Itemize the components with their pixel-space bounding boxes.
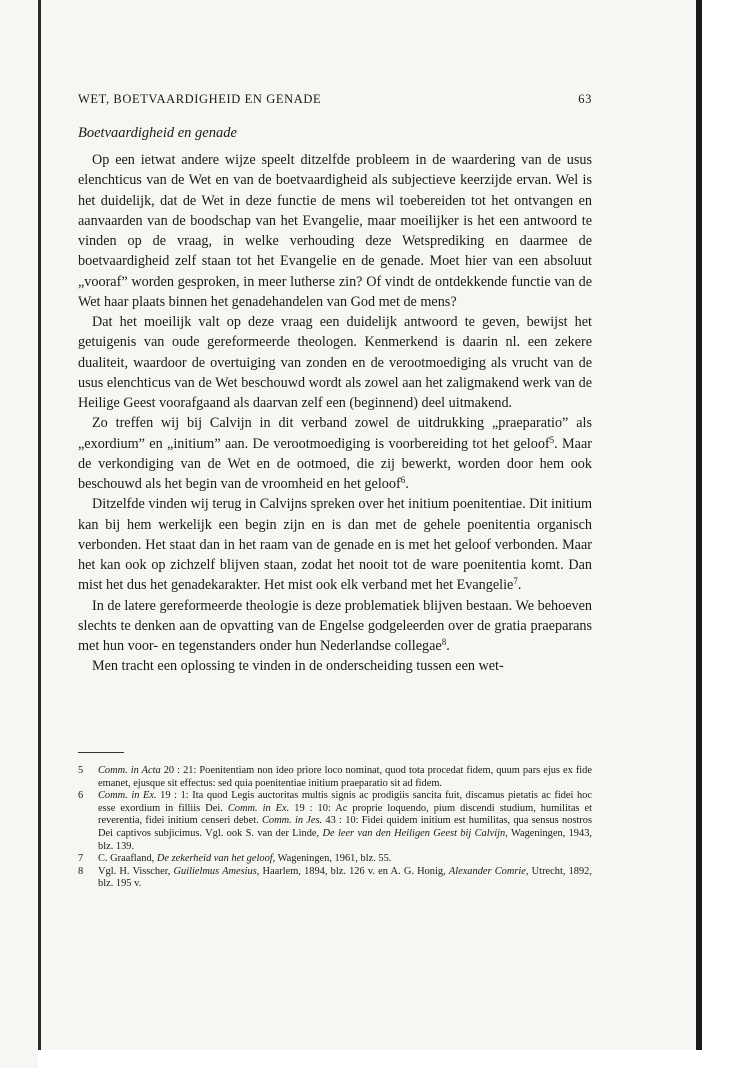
footnote-number: 5 <box>78 765 84 776</box>
footnote-reference: 5 <box>549 434 555 445</box>
footnote <box>78 866 592 891</box>
footnote <box>78 790 592 853</box>
body-text <box>78 150 592 677</box>
text-run: Men tracht een oplossing te vinden in de onderscheiding tussen een wet- <box>92 658 504 675</box>
section-title: Boetvaardigheid en genade <box>78 125 237 141</box>
footnote-rule <box>78 752 124 753</box>
paragraph <box>78 312 592 413</box>
italic-title: Comm. in Ex. <box>227 802 290 814</box>
text-run: Op een ietwat andere wijze speelt ditzelfde probleem in de waardering van de usus elenchticus van de Wet en van de boetvaardigheid als subjectieve keerzijde ervan. Wel is het duidelijk, dat de Wet in deze functie de mens wil toebereiden tot het ontvangen en aanvaarden van de boodschap van het Evangelie, maar moeilijker is het een antwoord te vinden op de vraag, in welke verhouding deze Wetsprediking en daarmee de boetvaardigheid zelf staan tot het Evangelie en de genade. Moet hier van een absoluut „vooraf” worden gesproken, in meer lutherse zin? Of vindt de ontdekkende functie van de Wet haar plaats binnen het genadehandelen van God met de mens? <box>78 152 592 310</box>
text-run: Utrecht, 1892, blz. 195 v. <box>98 865 592 890</box>
footnote-reference: 7 <box>513 576 518 587</box>
scan-margin-bottom <box>38 1050 702 1068</box>
footnote <box>78 765 592 790</box>
italic-title: Comm. in Acta <box>98 765 161 776</box>
text-run: . <box>446 638 450 654</box>
italic-title: Comm. in Jes. <box>261 815 323 827</box>
page-number: 63 <box>578 92 592 106</box>
running-title: WET, BOETVAARDIGHEID EN GENADE <box>78 92 322 106</box>
text-run: , Wageningen, 1961, blz. 55. <box>272 853 392 865</box>
italic-title: De zekerheid van het geloof <box>156 853 273 865</box>
text-run: 19 : 10: Ac proprie loquendo, pium discendi studium, humilitas et reverentia, fidei initium censeri debet. <box>98 802 592 827</box>
scan-edge-left <box>38 0 41 1068</box>
footnote-number: 7 <box>78 853 84 865</box>
text-run: . <box>517 577 522 594</box>
paragraph <box>78 596 592 657</box>
italic-title: Alexander Comrie, <box>448 865 529 877</box>
running-header <box>78 92 592 107</box>
text-run: Haarlem, 1894, blz. 126 v. en A. G. Honig, <box>259 865 449 877</box>
footnote-number: 6 <box>78 790 84 802</box>
text-run: 19 : 1: Ita quod Legis auctoritas multis signis ac prodigiis sancita fuit, discamus pietatis ac fidei hoc esse exordium in filliis Dei. <box>98 790 592 814</box>
scan-margin-right <box>702 0 738 1068</box>
text-run: Vgl. H. Visscher, <box>98 865 174 877</box>
text-run: 20 : 21: Poenitentiam non ideo priore loco nominat, quod tota procedat fidem, quum pars ejus ex fide emanet, ejusque sit effectus: sed quia poenitentiae initium praeparatio sit ad fidem. <box>98 765 592 789</box>
text-run: In de latere gereformeerde theologie is deze problematiek blijven bestaan. We behoeven slechts te denken aan de opvatting van de Engelse godgeleerden over de gratia praeparans met hun voor- en tegenstanders onder hun Nederlandse collegae <box>78 597 592 654</box>
footnote-reference: 8 <box>441 637 447 647</box>
text-run: 43 : 10: Fidei quidem initium est humilitas, qua sensus nostros Dei captivos subjicimus. Vgl. ook S. van der Linde, <box>98 815 592 839</box>
text-run: . Maar de verkondiging van de Wet en de ootmoed, die zij bewerkt, worden door hem ook beschouwd als het begin van de vroomheid en het geloof <box>78 435 592 492</box>
italic-title: Guilielmus Amesius, <box>173 865 260 877</box>
footnotes <box>78 765 592 891</box>
paragraph <box>78 150 592 312</box>
text-run: C. Graafland, <box>98 853 157 865</box>
footnote-reference: 6 <box>400 475 406 485</box>
text-run: . <box>405 476 409 492</box>
italic-title: De leer van den Heiligen Geest bij Calvijn, <box>322 827 508 839</box>
paragraph <box>78 494 592 595</box>
text-run: Wageningen, 1943, blz. 139. <box>98 827 592 852</box>
text-run: Zo treffen wij bij Calvijn in dit verband zowel de uitdrukking „praeparatio” als „exordium” en „initium” aan. De verootmoediging is voorbereiding tot het geloof <box>78 415 592 452</box>
text-run: Ditzelfde vinden wij terug in Calvijns spreken over het initium poenitentiae. Dit initium kan bij hem werkelijk een begin zijn en is dan met de gehele poenitentia organisch verbonden. Het staat dan in het raam van de genade en is met het geloof verbonden. Maar het kan ook op zichzelf blijven staan, zodat het nooit tot de ware poenitentia komt. Dan mist het dus het genadekarakter. Het mist ook elk verband met het Evangelie <box>78 496 592 594</box>
paragraph <box>78 656 592 676</box>
footnote-number: 8 <box>78 865 84 877</box>
text-run: Dat het moeilijk valt op deze vraag een duidelijk antwoord te geven, bewijst het getuigenis van oude gereformeerde theologen. Kenmerkend is daarin nl. een zekere dualiteit, waardoor de overtuiging van zonden en de verootmoediging als vrucht van de usus elenchticus van de Wet beschouwd wordt als zowel aan het zaligmakend werk van de Heilige Geest voorafgaand als daarvan zelf een (beginnend) deel uitmakend. <box>78 314 592 411</box>
italic-title: Comm. in Ex. <box>98 790 157 802</box>
paragraph <box>78 413 592 494</box>
footnote <box>78 853 592 866</box>
